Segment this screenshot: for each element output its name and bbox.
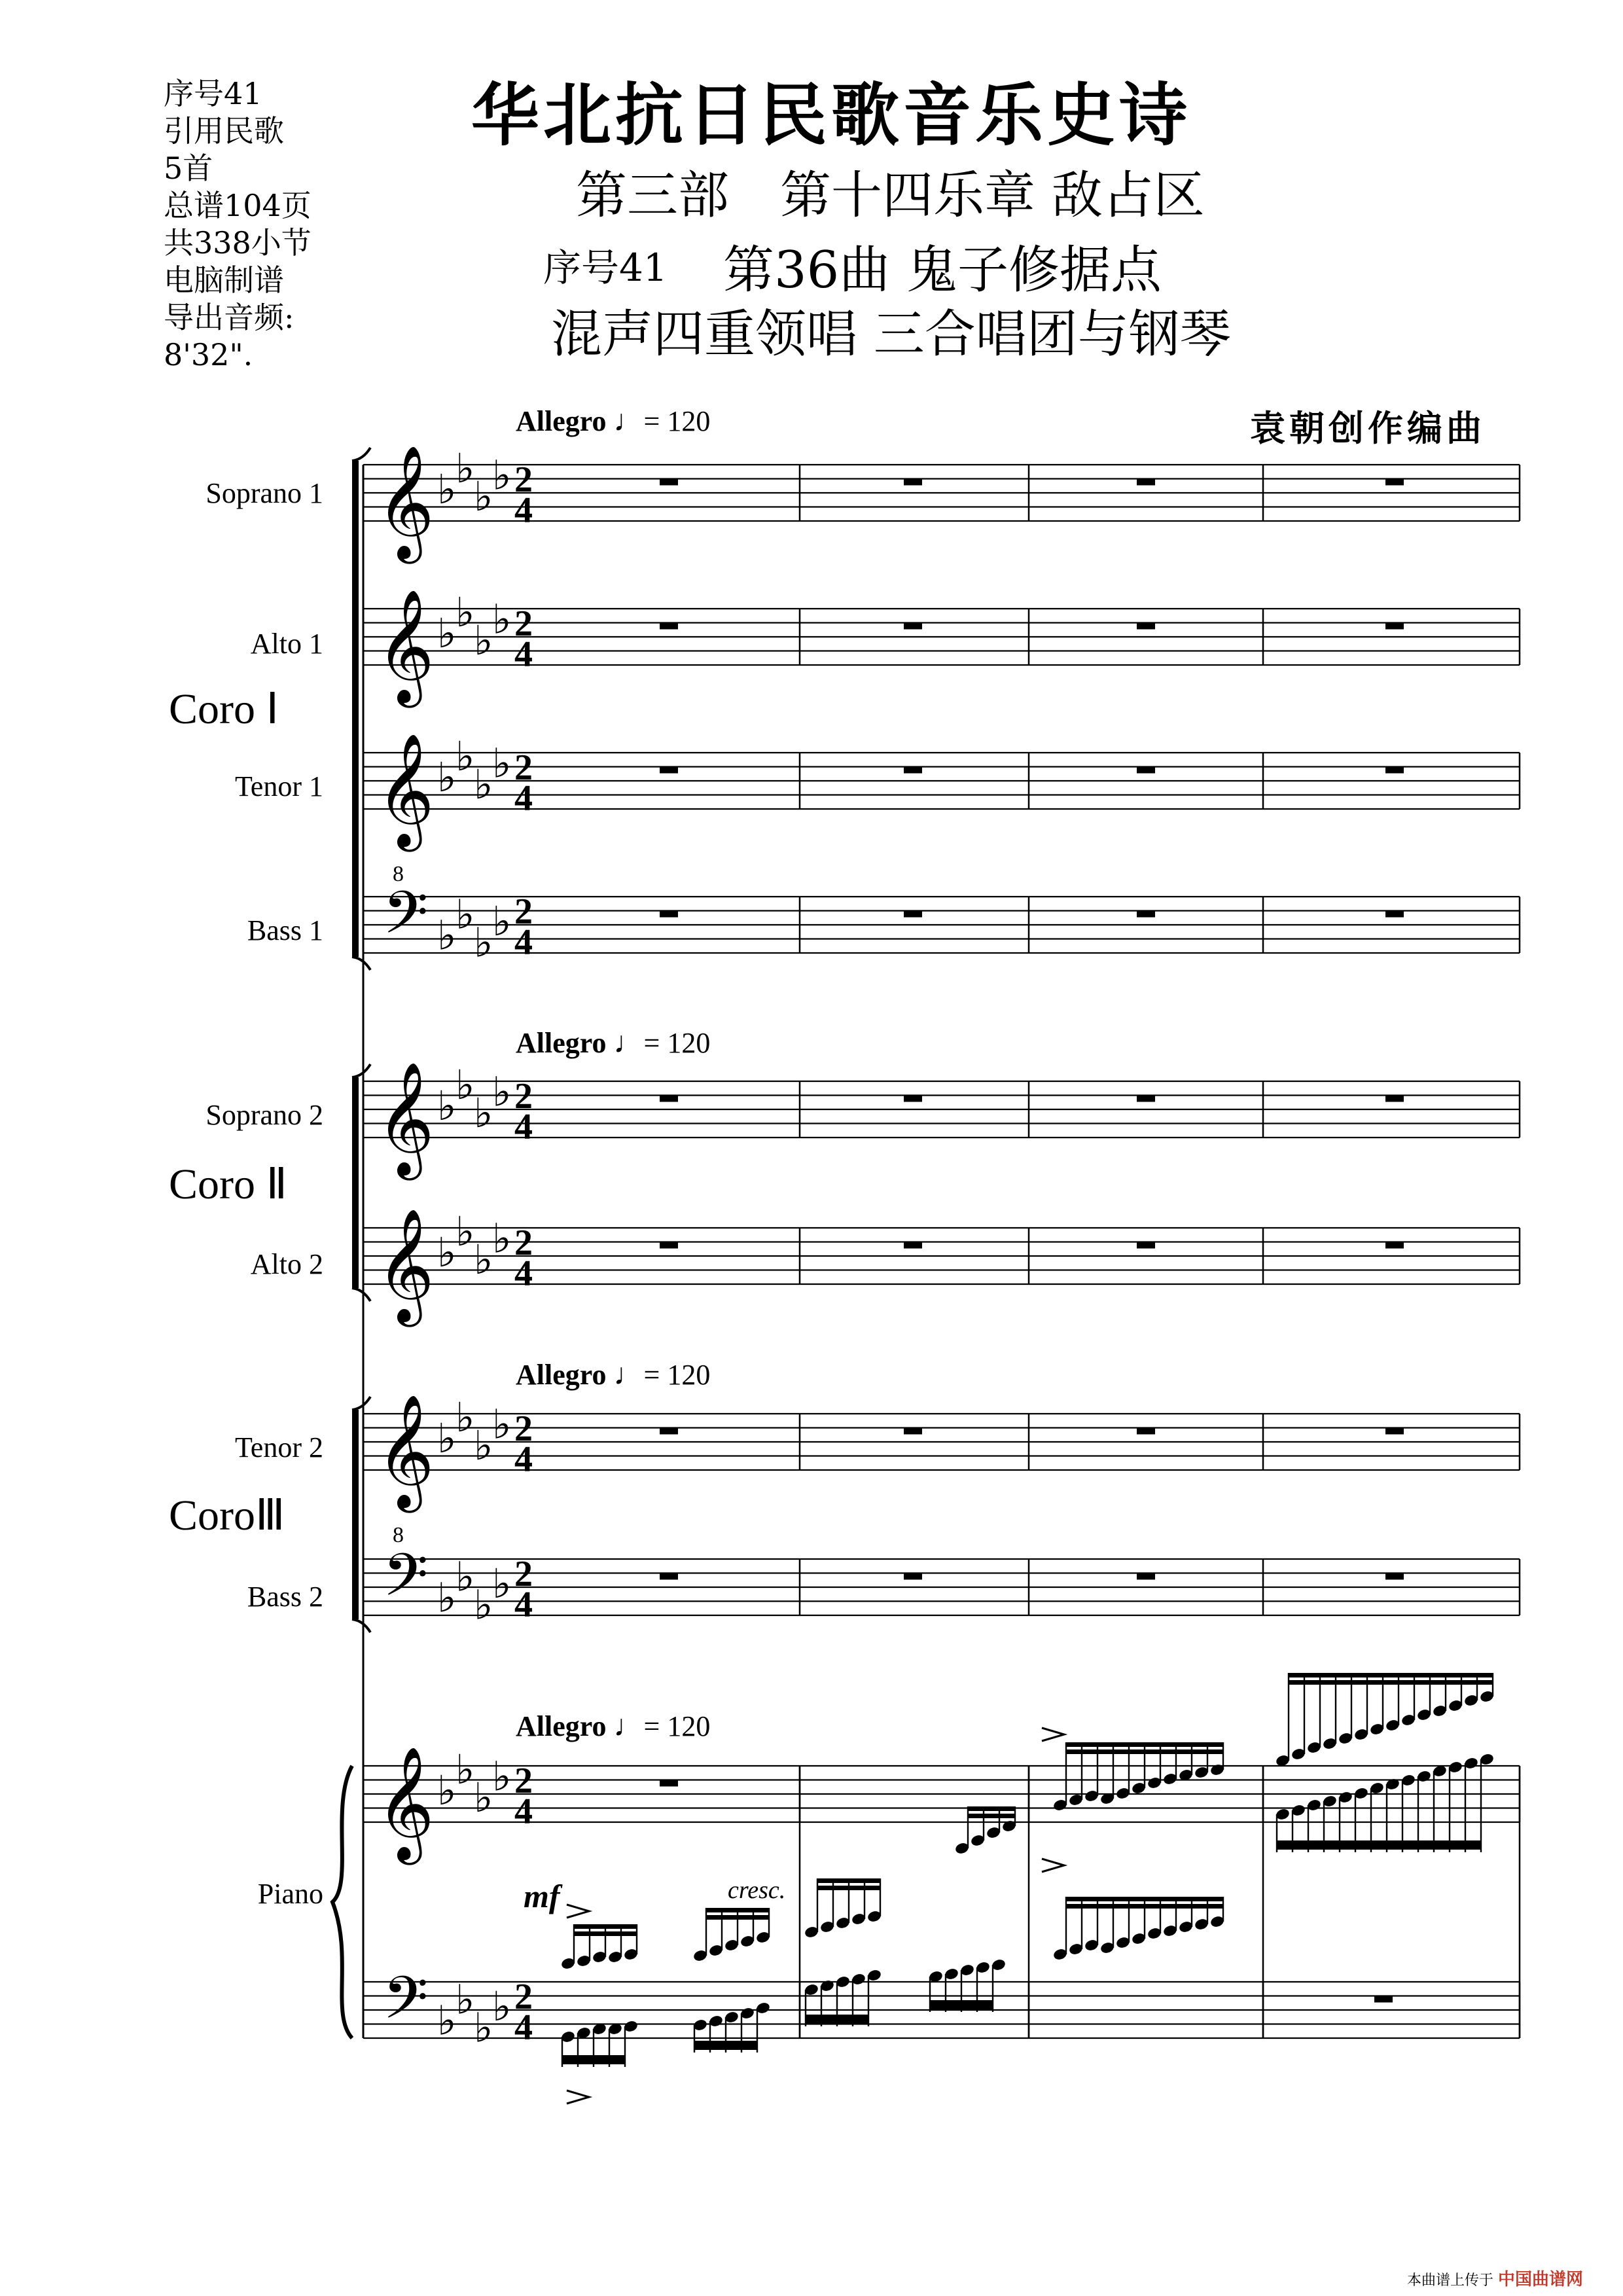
whole-rest bbox=[660, 1780, 678, 1787]
flat-sign-icon: ♭ bbox=[455, 1552, 475, 1601]
tempo-bpm: = 120 bbox=[643, 405, 711, 437]
accent-mark bbox=[567, 1905, 589, 1918]
dynamic-cresc: cresc. bbox=[728, 1876, 786, 1904]
flat-sign-icon: ♭ bbox=[455, 1060, 475, 1109]
whole-rest bbox=[660, 1428, 678, 1435]
group-label-coro-2: Coro Ⅱ bbox=[169, 1160, 287, 1208]
score-title: 华北抗日民歌音乐史诗 bbox=[471, 75, 1192, 155]
time-signature-top: 2 bbox=[514, 1076, 533, 1117]
group-label-coro-3: CoroⅢ bbox=[169, 1492, 285, 1539]
part-name-bass-1: Bass 1 bbox=[247, 914, 323, 946]
flat-sign-icon: ♭ bbox=[455, 732, 475, 780]
whole-rest bbox=[1137, 1428, 1155, 1435]
tempo-word: Allegro bbox=[516, 1359, 607, 1391]
time-signature-bottom: 4 bbox=[514, 778, 533, 819]
time-signature-top: 2 bbox=[514, 459, 533, 500]
subtitle-number: 序号41 bbox=[543, 245, 668, 290]
whole-rest bbox=[904, 479, 922, 486]
tempo-word: Allegro bbox=[516, 1710, 607, 1742]
flat-sign-icon: ♭ bbox=[492, 451, 512, 499]
beam bbox=[806, 2015, 868, 2019]
bracket-hook bbox=[352, 1288, 370, 1301]
flat-sign-icon: ♭ bbox=[474, 1088, 493, 1137]
quarter-note-icon: ♩ bbox=[613, 1026, 644, 1059]
whole-rest bbox=[1137, 1242, 1155, 1249]
beam bbox=[706, 1908, 769, 1912]
flat-sign-icon: ♭ bbox=[492, 1752, 512, 1801]
whole-rest bbox=[1137, 1573, 1155, 1580]
flat-sign-icon: ♭ bbox=[474, 1773, 493, 1821]
flat-sign-icon: ♭ bbox=[455, 444, 475, 492]
info-line: 总谱104页 bbox=[164, 188, 312, 223]
beam bbox=[930, 2005, 993, 2009]
part-name-tenor-2: Tenor 2 bbox=[235, 1431, 323, 1463]
beam bbox=[562, 2055, 625, 2060]
flat-sign-icon: ♭ bbox=[455, 1975, 475, 2024]
whole-rest bbox=[1385, 911, 1404, 918]
part-name-alto-2: Alto 2 bbox=[250, 1248, 323, 1280]
whole-rest bbox=[1137, 623, 1155, 630]
whole-rest bbox=[1385, 479, 1404, 486]
flat-sign-icon: ♭ bbox=[437, 911, 457, 960]
whole-rest bbox=[660, 1242, 678, 1249]
flat-sign-icon: ♭ bbox=[474, 472, 493, 520]
whole-rest bbox=[1385, 1242, 1404, 1249]
beam bbox=[968, 1806, 1015, 1811]
beam bbox=[1289, 1673, 1493, 1677]
whole-rest bbox=[1137, 1096, 1155, 1102]
beam bbox=[694, 2045, 757, 2050]
bracket-hook bbox=[352, 957, 370, 970]
part-name-alto-1: Alto 1 bbox=[250, 628, 323, 660]
group-bracket bbox=[352, 1410, 359, 1619]
treble-clef-icon: 𝄞 bbox=[376, 733, 435, 847]
flat-sign-icon: ♭ bbox=[455, 588, 475, 636]
beam bbox=[706, 1915, 769, 1920]
bracket-hook bbox=[352, 1619, 370, 1632]
flat-sign-icon: ♭ bbox=[437, 1414, 457, 1462]
flat-sign-icon: ♭ bbox=[474, 616, 493, 664]
time-signature-bottom: 4 bbox=[514, 1107, 533, 1147]
time-signature-bottom: 4 bbox=[514, 490, 533, 531]
whole-rest bbox=[1385, 767, 1404, 774]
bass-clef-icon: 𝄢 bbox=[383, 1541, 429, 1624]
info-line: 8'32". bbox=[164, 337, 253, 372]
treble-clef-icon: 𝄞 bbox=[376, 1208, 435, 1322]
beam bbox=[817, 1886, 880, 1890]
flat-sign-icon: ♭ bbox=[437, 609, 457, 657]
accent-mark bbox=[1042, 1728, 1064, 1741]
flat-sign-icon: ♭ bbox=[437, 1082, 457, 1130]
whole-rest bbox=[1137, 911, 1155, 918]
footer-credit bbox=[1407, 2266, 1583, 2290]
flat-sign-icon: ♭ bbox=[455, 1745, 475, 1793]
dynamic-mf: mf bbox=[524, 1878, 560, 1914]
piano-brace-icon bbox=[332, 1766, 352, 2038]
whole-rest bbox=[660, 1096, 678, 1102]
flat-sign-icon: ♭ bbox=[455, 1393, 475, 1441]
whole-rest bbox=[904, 1428, 922, 1435]
whole-rest bbox=[904, 1573, 922, 1580]
bracket-hook bbox=[352, 1397, 370, 1410]
beam bbox=[574, 1924, 637, 1929]
time-signature-bottom: 4 bbox=[514, 1439, 533, 1480]
time-signature-top: 2 bbox=[514, 1761, 533, 1801]
flat-sign-icon: ♭ bbox=[455, 890, 475, 939]
quarter-note-icon: ♩ bbox=[613, 1709, 644, 1742]
whole-rest bbox=[904, 911, 922, 918]
tempo-bpm: = 120 bbox=[643, 1710, 711, 1742]
treble-clef-icon: 𝄞 bbox=[376, 1746, 435, 1860]
tempo-bpm: = 120 bbox=[643, 1359, 711, 1391]
beam bbox=[694, 2041, 757, 2045]
whole-rest bbox=[660, 911, 678, 918]
info-line: 共338小节 bbox=[164, 225, 312, 260]
beam bbox=[1277, 1845, 1481, 1850]
treble-clef-icon: 𝄞 bbox=[376, 1062, 435, 1175]
accent-mark bbox=[567, 2090, 589, 2104]
whole-rest bbox=[1385, 1096, 1404, 1102]
tempo-word: Allegro bbox=[516, 405, 607, 437]
flat-sign-icon: ♭ bbox=[474, 918, 493, 967]
clef-octave-mark: 8 bbox=[393, 1523, 404, 1547]
flat-sign-icon: ♭ bbox=[474, 1421, 493, 1469]
bracket-hook bbox=[352, 1064, 370, 1077]
flat-sign-icon: ♭ bbox=[492, 739, 512, 787]
group-bracket bbox=[352, 1077, 359, 1288]
beam bbox=[1289, 1680, 1493, 1685]
whole-rest bbox=[904, 623, 922, 630]
part-name-piano: Piano bbox=[257, 1878, 323, 1910]
subtitle-movement: 第三部 第十四乐章 敌占区 bbox=[576, 166, 1205, 225]
time-signature-bottom: 4 bbox=[514, 1791, 533, 1832]
flat-sign-icon: ♭ bbox=[474, 1235, 493, 1283]
footer-text: 本曲谱上传于 bbox=[1407, 2272, 1494, 2289]
beam bbox=[574, 1931, 637, 1936]
whole-rest bbox=[660, 623, 678, 630]
quarter-note-icon: ♩ bbox=[613, 404, 644, 437]
composer-credit: 袁朝创作编曲 bbox=[1250, 408, 1486, 449]
time-signature-top: 2 bbox=[514, 603, 533, 644]
whole-rest bbox=[904, 1096, 922, 1102]
beam bbox=[1277, 1840, 1481, 1845]
whole-rest bbox=[660, 479, 678, 486]
bass-clef-icon: 𝄢 bbox=[383, 879, 429, 961]
whole-rest bbox=[1374, 1996, 1393, 2003]
beam bbox=[1066, 1749, 1223, 1754]
bracket-hook bbox=[352, 448, 370, 461]
subtitle-piece: 第36曲 鬼子修据点 bbox=[723, 241, 1162, 300]
flat-sign-icon: ♭ bbox=[437, 1996, 457, 2045]
tempo-word: Allegro bbox=[516, 1027, 607, 1059]
whole-rest bbox=[1385, 623, 1404, 630]
beam bbox=[1066, 1742, 1223, 1747]
time-signature-top: 2 bbox=[514, 1554, 533, 1594]
flat-sign-icon: ♭ bbox=[492, 595, 512, 643]
whole-rest bbox=[1385, 1428, 1404, 1435]
flat-sign-icon: ♭ bbox=[474, 760, 493, 808]
flat-sign-icon: ♭ bbox=[492, 1400, 512, 1448]
beam bbox=[1066, 1904, 1223, 1909]
beam bbox=[1066, 1897, 1223, 1901]
footer-brand: 中国曲谱网 bbox=[1498, 2270, 1584, 2289]
whole-rest bbox=[660, 767, 678, 774]
flat-sign-icon: ♭ bbox=[492, 1982, 512, 2030]
subtitle-scoring: 混声四重领唱 三合唱团与钢琴 bbox=[551, 305, 1231, 364]
info-line: 5首 bbox=[164, 151, 213, 186]
flat-sign-icon: ♭ bbox=[492, 897, 512, 945]
flat-sign-icon: ♭ bbox=[437, 1767, 457, 1814]
part-name-soprano-1: Soprano 1 bbox=[205, 477, 323, 509]
clef-octave-mark: 8 bbox=[393, 862, 404, 886]
flat-sign-icon: ♭ bbox=[437, 1229, 457, 1276]
beam bbox=[817, 1878, 880, 1883]
beam bbox=[806, 2019, 868, 2024]
tempo-bpm: = 120 bbox=[643, 1027, 711, 1059]
info-line: 序号41 bbox=[164, 76, 262, 111]
treble-clef-icon: 𝄞 bbox=[376, 1394, 435, 1508]
flat-sign-icon: ♭ bbox=[437, 465, 457, 513]
time-signature-top: 2 bbox=[514, 747, 533, 788]
time-signature-top: 2 bbox=[514, 1223, 533, 1263]
group-bracket bbox=[352, 461, 359, 957]
beam bbox=[562, 2060, 625, 2064]
time-signature-bottom: 4 bbox=[514, 634, 533, 675]
flat-sign-icon: ♭ bbox=[437, 1573, 457, 1622]
group-label-coro-1: Coro Ⅰ bbox=[169, 685, 279, 733]
flat-sign-icon: ♭ bbox=[474, 1581, 493, 1629]
beam bbox=[930, 2000, 993, 2005]
whole-rest bbox=[1385, 1573, 1404, 1580]
flat-sign-icon: ♭ bbox=[492, 1560, 512, 1607]
info-line: 电脑制谱 bbox=[164, 262, 284, 298]
part-name-tenor-1: Tenor 1 bbox=[235, 770, 323, 802]
time-signature-bottom: 4 bbox=[514, 1253, 533, 1294]
flat-sign-icon: ♭ bbox=[455, 1207, 475, 1255]
time-signature-top: 2 bbox=[514, 891, 533, 932]
whole-rest bbox=[1137, 767, 1155, 774]
time-signature-bottom: 4 bbox=[514, 922, 533, 963]
accent-mark bbox=[1042, 1859, 1064, 1872]
time-signature-bottom: 4 bbox=[514, 1585, 533, 1625]
quarter-note-icon: ♩ bbox=[613, 1357, 644, 1391]
whole-rest bbox=[1137, 479, 1155, 486]
info-line: 导出音频: bbox=[164, 300, 294, 335]
flat-sign-icon: ♭ bbox=[474, 2003, 493, 2052]
flat-sign-icon: ♭ bbox=[492, 1067, 512, 1116]
whole-rest bbox=[904, 1242, 922, 1249]
part-name-soprano-2: Soprano 2 bbox=[205, 1099, 323, 1131]
time-signature-bottom: 4 bbox=[514, 2007, 533, 2048]
whole-rest bbox=[660, 1573, 678, 1580]
treble-clef-icon: 𝄞 bbox=[376, 589, 435, 703]
info-line: 引用民歌 bbox=[164, 113, 284, 149]
flat-sign-icon: ♭ bbox=[492, 1214, 512, 1263]
treble-clef-icon: 𝄞 bbox=[376, 445, 435, 559]
time-signature-top: 2 bbox=[514, 1408, 533, 1449]
bass-clef-icon: 𝄢 bbox=[383, 1964, 429, 2047]
time-signature-top: 2 bbox=[514, 1977, 533, 2017]
beam bbox=[968, 1814, 1015, 1818]
part-name-bass-2: Bass 2 bbox=[247, 1581, 323, 1613]
whole-rest bbox=[904, 767, 922, 774]
flat-sign-icon: ♭ bbox=[437, 753, 457, 801]
